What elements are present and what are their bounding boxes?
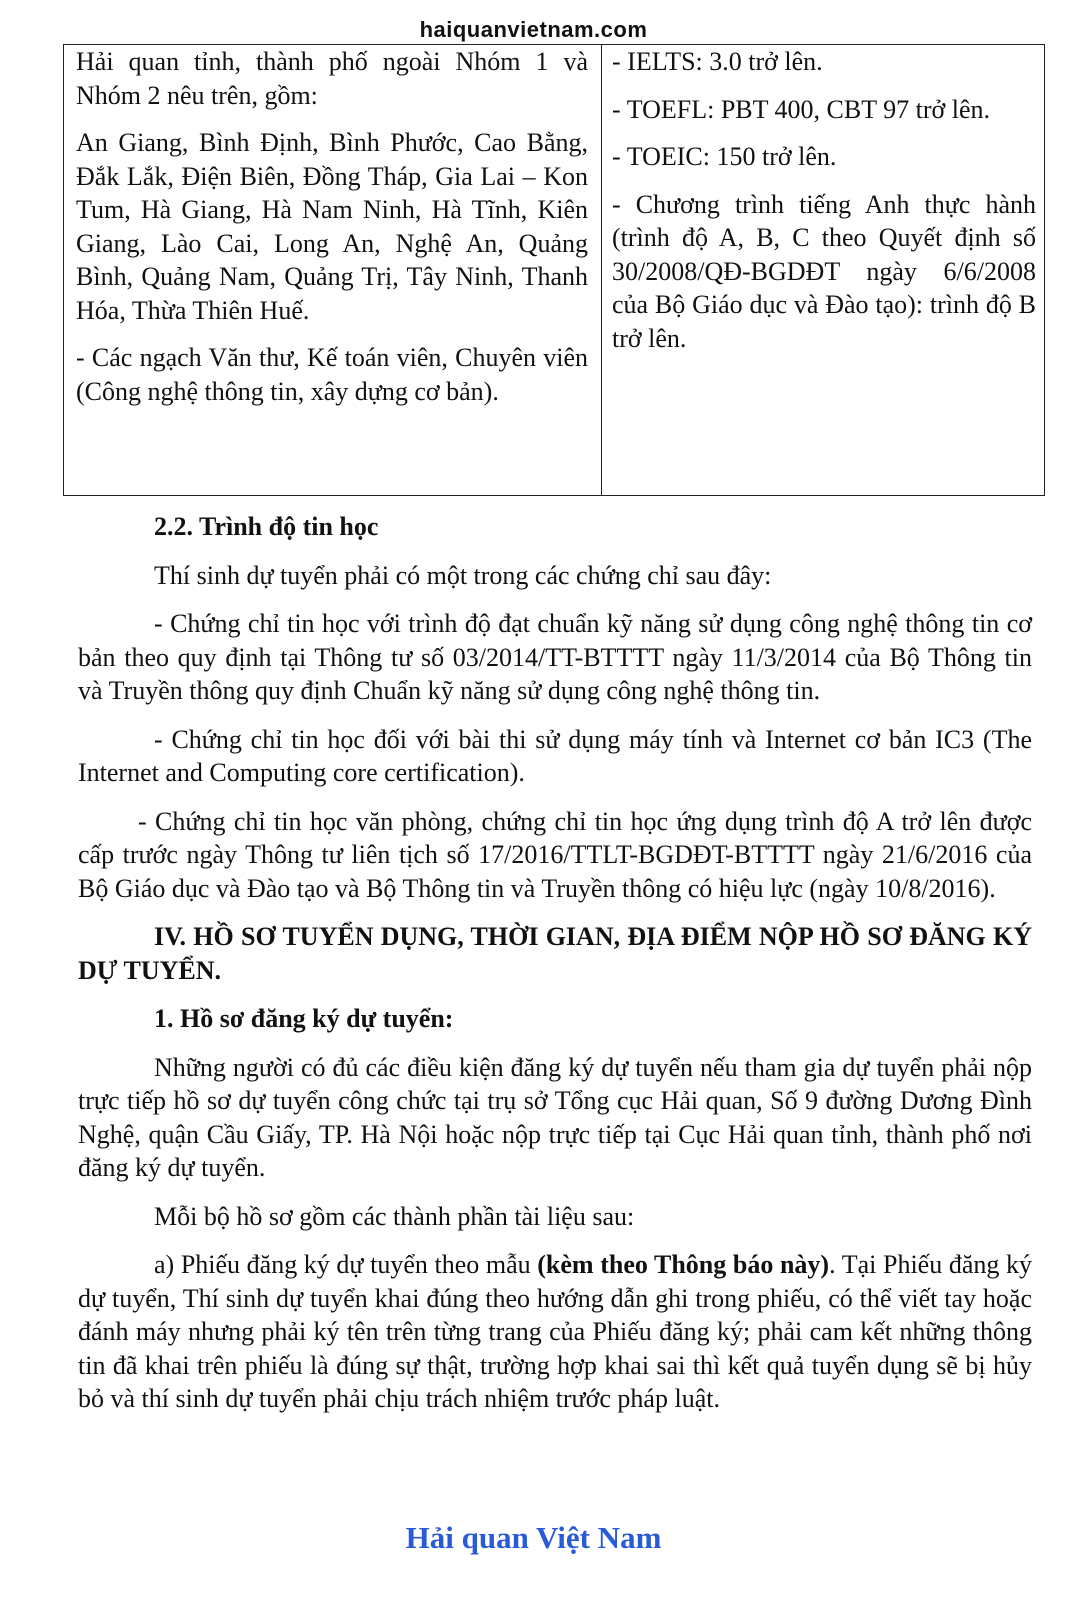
section-iv-item-a bbox=[78, 1248, 1032, 1416]
right-cell-toefl: - TOEFL: PBT 400, CBT 97 trở lên. bbox=[612, 94, 991, 124]
table-cell-right bbox=[612, 45, 1036, 369]
left-cell-province-list: An Giang, Bình Định, Bình Phước, Cao Bằng, Đắk Lắk, Điện Biên, Đồng Tháp, Gia Lai – Kon Tum, Hà Giang, Hà Nam Ninh, Hà Tĩnh, Kiên Giang, Lào Cai, Long An, Nghệ An, Quảng Bình, Quảng Nam, Quảng Trị, Tây Ninh, Thanh Hóa, Thừa Thiên Huế. bbox=[76, 128, 588, 325]
section-2-2-item-2: - Chứng chỉ tin học đối với bài thi sử dụng máy tính và Internet cơ bản IC3 (The Internet and Computing core certification). bbox=[78, 724, 1032, 787]
section-2-2-item-1: - Chứng chỉ tin học với trình độ đạt chuẩn kỹ năng sử dụng công nghệ thông tin cơ bản theo quy định tại Thông tư số 03/2014/TT-BTTTT ngày 11/3/2014 của Bộ Thông tin và Truyền thông quy định Chuẩn kỹ năng sử dụng công nghệ thông tin. bbox=[78, 609, 1032, 705]
document-body bbox=[78, 510, 1032, 1431]
section-2-2-intro: Thí sinh dự tuyển phải có một trong các chứng chỉ sau đây: bbox=[154, 560, 772, 590]
section-iv-para-2: Mỗi bộ hồ sơ gồm các thành phần tài liệu sau: bbox=[154, 1201, 635, 1231]
section-iv-para-1: Những người có đủ các điều kiện đăng ký dự tuyển nếu tham gia dự tuyển phải nộp trực tiếp hồ sơ dự tuyển công chức tại trụ sở Tổng cục Hải quan, Số 9 đường Dương Đình Nghệ, quận Cầu Giấy, TP. Hà Nội hoặc nộp trực tiếp tại Cục Hải quan tỉnh, thành phố nơi đăng ký dự tuyển. bbox=[78, 1052, 1032, 1182]
item-a-bold: (kèm theo Thông báo này) bbox=[537, 1250, 830, 1279]
left-cell-intro: Hải quan tỉnh, thành phố ngoài Nhóm 1 và Nhóm 2 nêu trên, gồm: bbox=[76, 47, 588, 110]
section-2-2-heading: 2.2. Trình độ tin học bbox=[154, 512, 379, 541]
table-column-divider bbox=[601, 45, 602, 495]
requirements-table bbox=[63, 44, 1045, 496]
item-a-prefix: a) Phiếu đăng ký dự tuyển theo mẫu bbox=[154, 1250, 538, 1279]
right-cell-ielts: - IELTS: 3.0 trở lên. bbox=[612, 47, 823, 76]
right-cell-program: - Chương trình tiếng Anh thực hành (trình độ A, B, C theo Quyết định số 30/2008/QĐ-BGDĐT ngày 6/6/2008 của Bộ Giáo dục và Đào tạo): trình độ B trở lên. bbox=[612, 189, 1036, 353]
section-iv-sub1-heading: 1. Hồ sơ đăng ký dự tuyển: bbox=[154, 1004, 454, 1033]
left-cell-ranks: - Các ngạch Văn thư, Kế toán viên, Chuyên viên (Công nghệ thông tin, xây dựng cơ bản). bbox=[76, 343, 588, 406]
site-header: haiquanvietnam.com bbox=[419, 17, 648, 42]
table-cell-left bbox=[76, 45, 588, 422]
right-cell-toeic: - TOEIC: 150 trở lên. bbox=[612, 142, 837, 171]
footer-brand: Hải quan Việt Nam bbox=[405, 1520, 662, 1555]
section-iv-heading: IV. HỒ SƠ TUYỂN DỤNG, THỜI GIAN, ĐỊA ĐIỂM NỘP HỒ SƠ ĐĂNG KÝ DỰ TUYỂN. bbox=[78, 922, 1032, 985]
item-a-rest: . Tại Phiếu đăng ký dự tuyển, Thí sinh dự tuyển khai đúng theo hướng dẫn ghi trong phiếu, có thể viết tay hoặc đánh máy nhưng phải ký tên trên từng trang của Phiếu đăng ký; phải cam kết những thông tin đã khai trên phiếu là đúng sự thật, trường hợp khai sai thì kết quả tuyển dụng sẽ bị hủy bỏ và thí sinh dự tuyển phải chịu trách nhiệm trước pháp luật. bbox=[78, 1250, 1032, 1413]
section-2-2-item-3: - Chứng chỉ tin học văn phòng, chứng chỉ tin học ứng dụng trình độ A trở lên được cấp trước ngày Thông tư liên tịch số 17/2016/TTLT-BGDĐT-BTTTT ngày 21/6/2016 của Bộ Giáo dục và Đào tạo và Bộ Thông tin và Truyền thông có hiệu lực (ngày 10/8/2016). bbox=[78, 806, 1032, 903]
